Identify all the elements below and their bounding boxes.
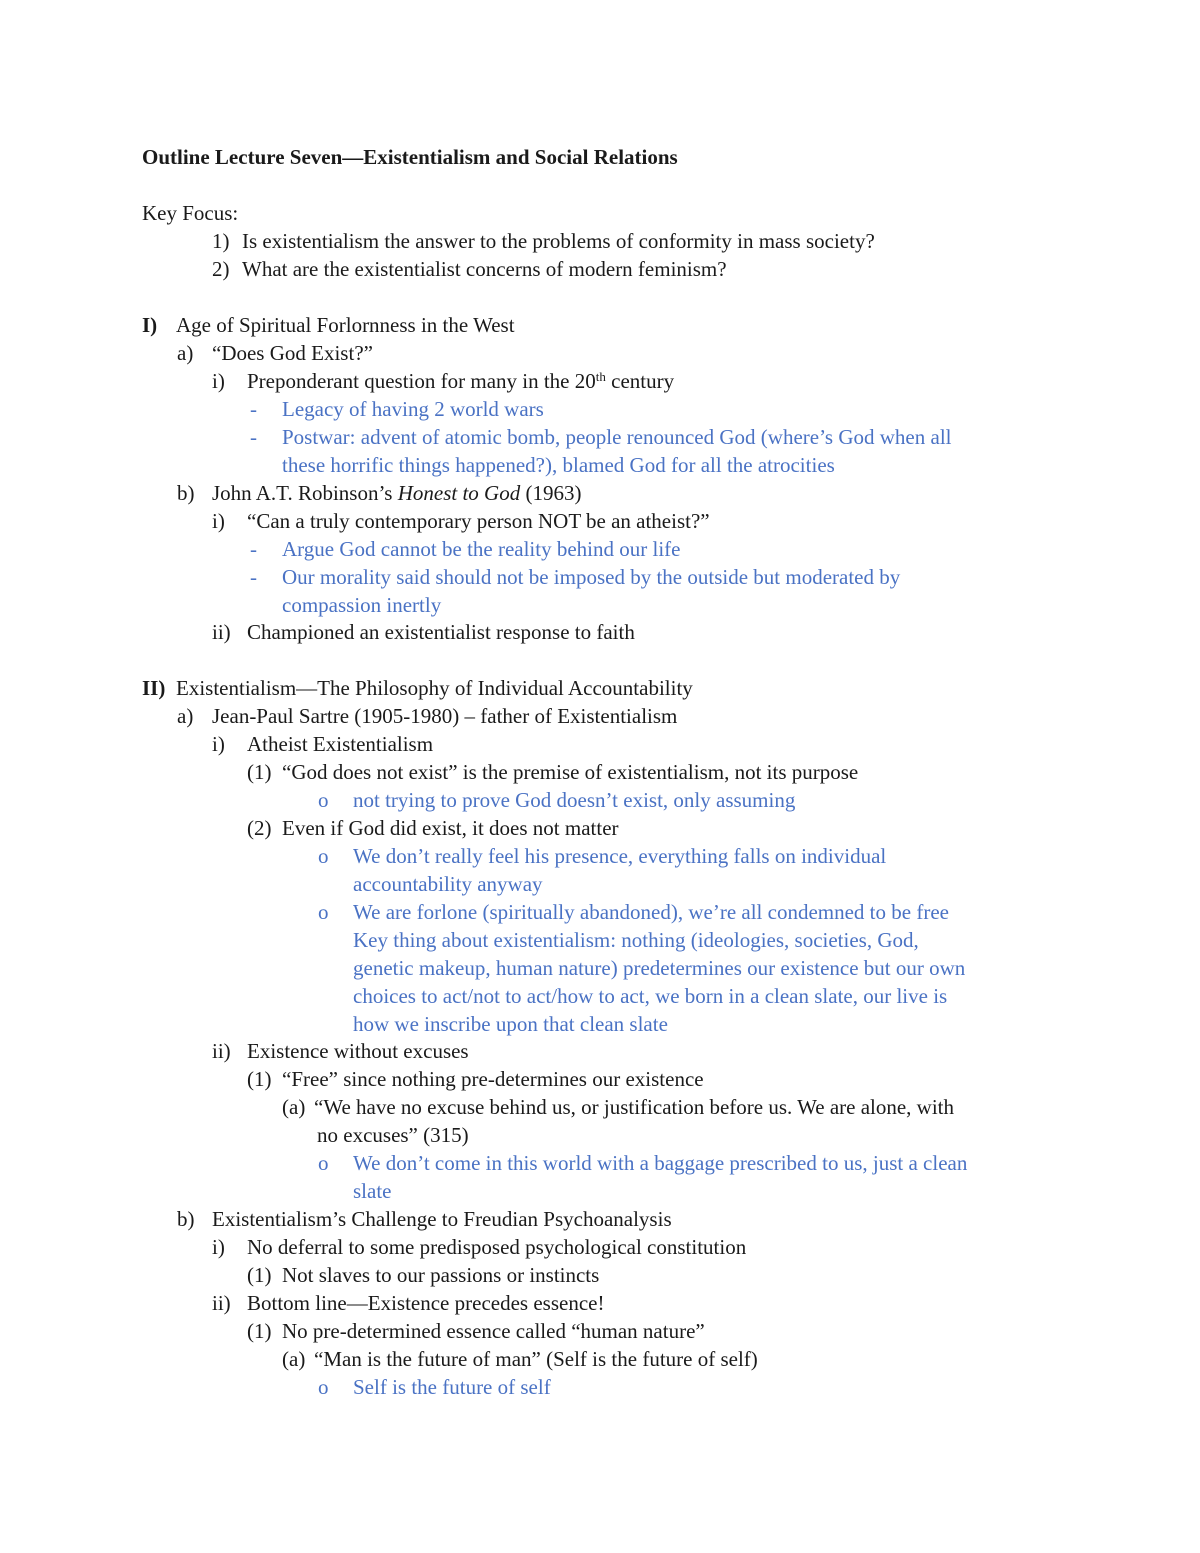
list-marker: ii) [212, 620, 231, 644]
section-heading-text: Existentialism—The Philosophy of Individual Accountability [176, 676, 693, 700]
dash-marker: - [250, 425, 257, 449]
note-item [318, 898, 949, 926]
key-focus-item [212, 227, 875, 255]
list-marker: ii) [212, 1291, 231, 1315]
list-marker: b) [177, 1207, 195, 1231]
outline-item [212, 1289, 604, 1317]
note-text-continued: genetic makeup, human nature) predetermines our existence but our own [353, 956, 966, 980]
outline-text: “Does God Exist?” [212, 341, 373, 365]
dash-marker: - [250, 397, 257, 421]
note-text: Argue God cannot be the reality behind our life [282, 537, 681, 561]
section-heading-text: Age of Spiritual Forlornness in the West [176, 313, 515, 337]
list-marker: i) [212, 1235, 225, 1259]
outline-text: Existence without excuses [247, 1039, 469, 1063]
key-focus-text: Is existentialism the answer to the problems of conformity in mass society? [242, 229, 875, 253]
note-text: not trying to prove God doesn’t exist, only assuming [353, 788, 796, 812]
outline-text: century [605, 369, 675, 393]
outline-item [212, 1233, 746, 1261]
outline-text: “Can a truly contemporary person NOT be an atheist?” [247, 509, 710, 533]
outline-item [212, 507, 710, 535]
outline-text: No pre-determined essence called “human nature” [282, 1319, 705, 1343]
note-text-continued: choices to act/not to act/how to act, we born in a clean slate, our live is [353, 984, 948, 1008]
section-heading [142, 674, 693, 702]
outline-item [177, 479, 581, 507]
outline-text: (1963) [520, 481, 582, 505]
section-marker: I) [142, 313, 158, 337]
note-text: Postwar: advent of atomic bomb, people renounced God (where’s God when all [282, 425, 952, 449]
note-item [318, 1149, 967, 1177]
section-heading [142, 311, 515, 339]
list-marker: (1) [247, 760, 272, 784]
note-text: Our morality said should not be imposed by the outside but moderated by [282, 565, 901, 589]
note-text-continued: these horrific things happened?), blamed God for all the atrocities [282, 453, 835, 477]
dash-marker: - [250, 565, 257, 589]
list-marker: 1) [212, 229, 230, 253]
note-item [250, 423, 952, 451]
key-focus-label: Key Focus: [142, 201, 239, 225]
outline-item [212, 367, 674, 395]
outline-item [177, 1205, 672, 1233]
list-marker: (1) [247, 1319, 272, 1343]
list-marker: i) [212, 732, 225, 756]
bullet-marker: o [318, 788, 329, 812]
outline-text: Preponderant question for many in the 20 [247, 369, 596, 393]
note-text: We don’t really feel his presence, everything falls on individual [353, 844, 887, 868]
outline-item [247, 1261, 599, 1289]
outline-text: Even if God did exist, it does not matter [282, 816, 619, 840]
list-marker: (a) [282, 1347, 306, 1371]
outline-text: Jean-Paul Sartre (1905-1980) – father of Existentialism [212, 704, 678, 728]
list-marker: 2) [212, 257, 230, 281]
list-marker: b) [177, 481, 195, 505]
key-focus-item [212, 255, 727, 283]
list-marker: (1) [247, 1263, 272, 1287]
outline-text: Atheist Existentialism [247, 732, 434, 756]
note-text-continued: Key thing about existentialism: nothing (ideologies, societies, God, [353, 928, 919, 952]
bullet-marker: o [318, 1375, 329, 1399]
note-item [318, 1373, 551, 1401]
dash-marker: - [250, 537, 257, 561]
outline-item [247, 758, 858, 786]
outline-text: Championed an existentialist response to faith [247, 620, 635, 644]
outline-text: “Free” since nothing pre-determines our existence [282, 1067, 704, 1091]
outline-text: John A.T. Robinson’s [212, 481, 398, 505]
outline-text-continued: no excuses” (315) [317, 1123, 469, 1147]
list-marker: ii) [212, 1039, 231, 1063]
list-marker: (1) [247, 1067, 272, 1091]
list-marker: i) [212, 369, 225, 393]
outline-text: Not slaves to our passions or instincts [282, 1263, 600, 1287]
outline-text: “Man is the future of man” (Self is the future of self) [314, 1347, 758, 1371]
list-marker: i) [212, 509, 225, 533]
note-text: Self is the future of self [353, 1375, 551, 1399]
note-text: Legacy of having 2 world wars [282, 397, 544, 421]
list-marker: a) [177, 341, 194, 365]
outline-item [212, 730, 433, 758]
outline-item [247, 1065, 704, 1093]
superscript: th [595, 369, 606, 384]
note-item [250, 563, 900, 591]
section-marker: II) [142, 676, 166, 700]
note-text-continued: compassion inertly [282, 593, 442, 617]
bullet-marker: o [318, 844, 329, 868]
outline-item [282, 1345, 758, 1373]
outline-item [177, 339, 373, 367]
outline-item [247, 814, 619, 842]
note-item [250, 535, 681, 563]
outline-item [247, 1317, 705, 1345]
book-title: Honest to God [397, 481, 521, 505]
outline-text: No deferral to some predisposed psychological constitution [247, 1235, 747, 1259]
outline-item [212, 618, 635, 646]
outline-item [212, 1037, 469, 1065]
document-title: Outline Lecture Seven—Existentialism and Social Relations [142, 145, 678, 169]
outline-item [177, 702, 677, 730]
outline-item [282, 1093, 954, 1121]
list-marker: (a) [282, 1095, 306, 1119]
note-text: We are forlone (spiritually abandoned), we’re all condemned to be free [353, 900, 949, 924]
list-marker: a) [177, 704, 194, 728]
bullet-marker: o [318, 1151, 329, 1175]
outline-text: “We have no excuse behind us, or justification before us. We are alone, with [314, 1095, 955, 1119]
note-text-continued: slate [353, 1179, 392, 1203]
note-text-continued: accountability anyway [353, 872, 543, 896]
note-text-continued: how we inscribe upon that clean slate [353, 1012, 668, 1036]
note-item [318, 786, 795, 814]
note-text: We don’t come in this world with a baggage prescribed to us, just a clean [353, 1151, 968, 1175]
outline-text: Existentialism’s Challenge to Freudian Psychoanalysis [212, 1207, 672, 1231]
outline-text: Bottom line—Existence precedes essence! [247, 1291, 605, 1315]
list-marker: (2) [247, 816, 272, 840]
outline-text: “God does not exist” is the premise of existentialism, not its purpose [282, 760, 859, 784]
bullet-marker: o [318, 900, 329, 924]
note-item [250, 395, 544, 423]
note-item [318, 842, 886, 870]
key-focus-text: What are the existentialist concerns of modern feminism? [242, 257, 727, 281]
